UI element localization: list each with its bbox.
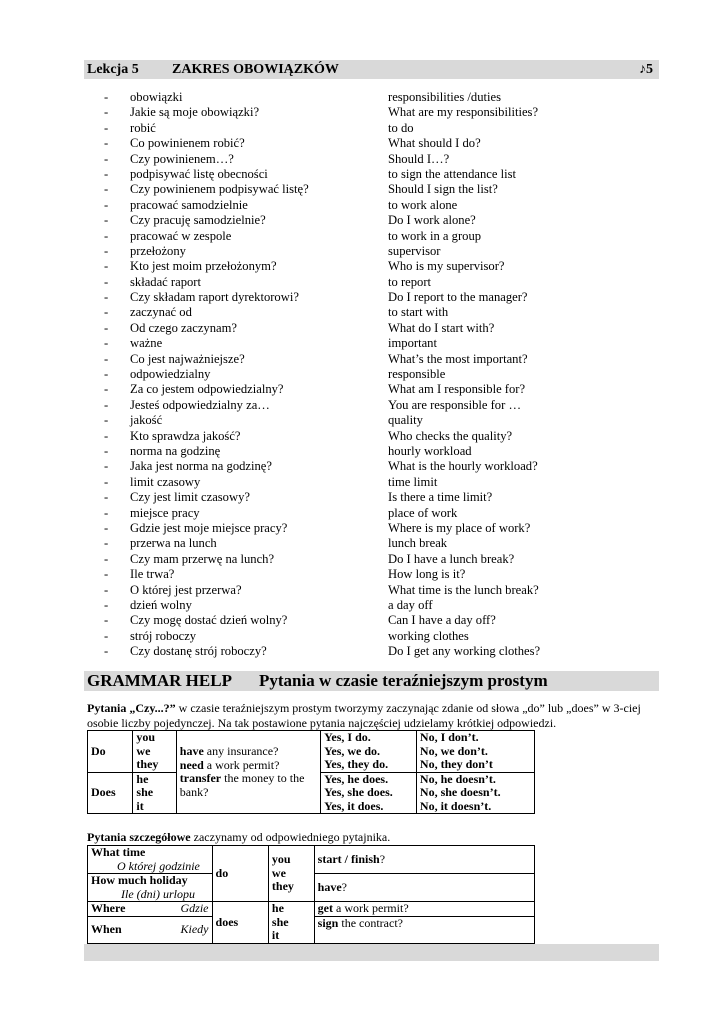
subjects-does <box>268 902 314 944</box>
english-term: Is there a time limit? <box>388 490 493 505</box>
grammar-label: GRAMMAR HELP <box>87 671 232 690</box>
answer: Yes, they do. <box>324 757 389 771</box>
bullet-dash: - <box>104 382 109 397</box>
answer: No, he doesn’t. <box>419 771 496 786</box>
bullet-dash: - <box>104 443 109 458</box>
vocab-row <box>104 259 664 274</box>
answer: No, it doesn’t. <box>419 798 492 813</box>
vocab-row <box>104 105 664 120</box>
bullet-dash: - <box>104 428 109 443</box>
vocab-row <box>104 152 664 167</box>
english-term: quality <box>388 413 423 428</box>
bullet-dash: - <box>104 243 109 258</box>
subject: you <box>136 730 156 744</box>
polish-term: strój roboczy <box>130 628 197 643</box>
bullet-dash: - <box>104 505 109 520</box>
bullet-dash: - <box>104 351 109 366</box>
verb-cell <box>314 902 534 917</box>
english-term: responsible <box>388 367 446 382</box>
vocab-row <box>104 290 664 305</box>
english-term: What should I do? <box>388 136 481 151</box>
subject: they <box>271 879 294 894</box>
footer-bar <box>84 944 659 961</box>
vocab-row <box>104 121 664 136</box>
answer: Yes, he does. <box>324 771 389 786</box>
verb: transfer <box>179 771 222 785</box>
polish-term: przełożony <box>130 243 186 258</box>
aux-do: do <box>212 846 268 902</box>
subject: you <box>271 852 291 867</box>
verb-rest: a work permit? <box>203 757 280 772</box>
lesson-title: ZAKRES OBOWIĄZKÓW <box>172 62 339 77</box>
question-word-cell <box>88 874 213 902</box>
aux-do: Do <box>88 731 133 773</box>
intro-text: w czasie teraźniejszym prostym tworzymy zaczynając zdanie od słowa „do” lub „does” w 3-ciej osobie liczby pojedynczej. Na tak postawione pytania najczęściej udzielamy krótkiej odpowiedzi. <box>87 701 641 730</box>
verb-rest: ? <box>341 879 347 894</box>
no-answers-does <box>416 772 534 814</box>
bullet-dash: - <box>104 166 109 181</box>
answer: No, they don’t <box>419 757 493 771</box>
bullet-dash: - <box>104 228 109 243</box>
polish-term: Czy powinienem…? <box>130 151 234 166</box>
english-term: What are my responsibilities? <box>388 105 539 120</box>
grammar-header <box>84 671 659 691</box>
english-term: Do I report to the manager? <box>388 290 528 305</box>
polish-term: przerwa na lunch <box>130 536 217 551</box>
verb-phrase <box>180 772 317 799</box>
english-term: You are responsible for … <box>388 397 522 412</box>
english-term: Where is my place of work? <box>388 520 531 535</box>
english-term: to report <box>388 274 432 289</box>
english-term: supervisor <box>388 243 441 258</box>
bullet-dash: - <box>104 305 109 320</box>
subjects-do <box>133 731 176 773</box>
english-term: What time is the lunch break? <box>388 582 539 597</box>
vocabulary-list <box>104 90 664 659</box>
vocab-row <box>104 552 664 567</box>
vocab-row <box>104 613 664 628</box>
question-word-translation: O której godzinie <box>117 858 200 873</box>
bullet-dash: - <box>104 151 109 166</box>
vocab-row <box>104 629 664 644</box>
subject: he <box>136 771 149 786</box>
verb-cell <box>314 874 534 902</box>
bullet-dash: - <box>104 597 109 612</box>
answer: Yes, we do. <box>324 743 381 758</box>
english-term: What am I responsible for? <box>388 382 526 397</box>
intro-bold: Pytania „Czy...?” <box>87 701 176 715</box>
verb: need <box>179 757 204 772</box>
question-word: What time <box>91 845 146 859</box>
verb-rest: the money to the bank? <box>179 771 305 799</box>
wh-intro-bold: Pytania szczegółowe <box>87 830 191 844</box>
answer: Yes, it does. <box>324 798 384 813</box>
vocab-row <box>104 336 664 351</box>
polish-term: jakość <box>130 413 163 428</box>
polish-term: Jesteś odpowiedzialny za… <box>130 397 270 412</box>
vocab-row <box>104 459 664 474</box>
vocab-row <box>104 213 664 228</box>
polish-term: limit czasowy <box>130 474 201 489</box>
question-word-translation: Ile (dni) urlopu <box>121 886 195 901</box>
vocab-row <box>104 490 664 505</box>
english-term: lunch break <box>388 536 448 551</box>
polish-term: Czy składam raport dyrektorowi? <box>130 290 299 305</box>
english-term: Who is my supervisor? <box>388 259 505 274</box>
subject: we <box>136 743 151 758</box>
bullet-dash: - <box>104 182 109 197</box>
polish-term: Czy jest limit czasowy? <box>130 490 250 505</box>
english-term: Do I get any working clothes? <box>388 644 541 659</box>
polish-term: robić <box>130 120 156 135</box>
polish-term: Czy mam przerwę na lunch? <box>130 551 275 566</box>
english-term: responsibilities /duties <box>388 90 501 104</box>
answer: No, we don’t. <box>419 743 488 758</box>
polish-term: Za co jestem odpowiedzialny? <box>130 382 284 397</box>
polish-term: O której jest przerwa? <box>130 582 242 597</box>
aux-does: does <box>212 902 268 944</box>
english-term: to sign the attendance list <box>388 166 517 181</box>
question-word: Where <box>91 901 126 915</box>
bullet-dash: - <box>104 490 109 505</box>
bullet-dash: - <box>104 290 109 305</box>
polish-term: Czy dostanę strój roboczy? <box>130 644 267 659</box>
bullet-dash: - <box>104 120 109 135</box>
english-term: What is the hourly workload? <box>388 459 538 474</box>
yes-answers-does <box>321 772 417 814</box>
english-term: What’s the most important? <box>388 351 528 366</box>
bullet-dash: - <box>104 474 109 489</box>
verb-rest: the contract? <box>338 915 403 930</box>
bullet-dash: - <box>104 397 109 412</box>
english-term: Can I have a day off? <box>388 613 496 628</box>
verb: have <box>179 744 204 758</box>
question-word: When <box>91 921 122 936</box>
bullet-dash: - <box>104 536 109 551</box>
polish-term: Kto jest moim przełożonym? <box>130 259 277 274</box>
subject: it <box>136 798 144 813</box>
vocab-row <box>104 413 664 428</box>
vocab-row <box>104 90 664 105</box>
subject: he <box>271 901 284 915</box>
audio-track-icon: ♪5 <box>639 62 653 77</box>
vocab-row <box>104 598 664 613</box>
verb: sign <box>317 915 339 930</box>
bullet-dash: - <box>104 320 109 335</box>
verb: start / finish <box>317 851 380 866</box>
bullet-dash: - <box>104 628 109 643</box>
bullet-dash: - <box>104 582 109 597</box>
verb-phrases <box>176 731 320 814</box>
polish-term: Kto sprawdza jakość? <box>130 428 241 443</box>
bullet-dash: - <box>104 567 109 582</box>
polish-term: Jaka jest norma na godzinę? <box>130 459 272 474</box>
answer: Yes, I do. <box>324 730 371 744</box>
subject: she <box>271 914 289 929</box>
english-term: Should I sign the list? <box>388 182 498 197</box>
english-term: Who checks the quality? <box>388 428 513 443</box>
vocab-row <box>104 136 664 151</box>
verb-cell <box>314 916 534 943</box>
english-term: Do I have a lunch break? <box>388 551 515 566</box>
yes-no-question-table <box>87 730 535 814</box>
english-term: time limit <box>388 474 438 489</box>
vocab-row <box>104 567 664 582</box>
polish-term: Jakie są moje obowiązki? <box>130 105 260 120</box>
polish-term: pracować samodzielnie <box>130 197 248 212</box>
vocab-row <box>104 444 664 459</box>
polish-term: podpisywać listę obecności <box>130 166 268 181</box>
bullet-dash: - <box>104 459 109 474</box>
subjects-does <box>133 772 176 814</box>
verb-phrase <box>180 759 317 773</box>
polish-term: składać raport <box>130 274 201 289</box>
english-term: to work in a group <box>388 228 482 243</box>
yes-answers-do <box>321 731 417 773</box>
vocab-row <box>104 244 664 259</box>
english-term: What do I start with? <box>388 320 495 335</box>
bullet-dash: - <box>104 136 109 151</box>
wh-question-table <box>87 845 535 944</box>
vocab-row <box>104 321 664 336</box>
question-word-cell <box>88 916 213 943</box>
subject: they <box>136 757 159 771</box>
vocab-row <box>104 182 664 197</box>
verb-cell <box>314 846 534 874</box>
english-term: Do I work alone? <box>388 213 476 228</box>
polish-term: ważne <box>130 336 163 351</box>
bullet-dash: - <box>104 551 109 566</box>
bullet-dash: - <box>104 213 109 228</box>
aux-does: Does <box>88 772 133 814</box>
verb-rest: ? <box>379 851 386 866</box>
question-word-translation: Kiedy <box>180 921 209 936</box>
bullet-dash: - <box>104 90 109 104</box>
bullet-dash: - <box>104 105 109 120</box>
english-term: working clothes <box>388 628 469 643</box>
vocab-row <box>104 352 664 367</box>
polish-term: Czy mogę dostać dzień wolny? <box>130 613 288 628</box>
english-term: hourly workload <box>388 443 472 458</box>
vocab-row <box>104 229 664 244</box>
bullet-dash: - <box>104 259 109 274</box>
polish-term: Czy pracuję samodzielnie? <box>130 213 266 228</box>
lesson-header <box>84 60 659 79</box>
english-term: important <box>388 336 437 351</box>
no-answers-do <box>416 731 534 773</box>
grammar-intro <box>87 701 659 730</box>
wh-intro-text: zaczynamy od odpowiedniego pytajnika. <box>190 830 391 844</box>
vocab-row <box>104 536 664 551</box>
vocab-row <box>104 382 664 397</box>
answer: No, she doesn’t. <box>419 785 501 799</box>
bullet-dash: - <box>104 274 109 289</box>
subject: it <box>271 928 280 942</box>
question-word-translation: Gdzie <box>180 901 209 915</box>
english-term: to work alone <box>388 197 458 212</box>
bullet-dash: - <box>104 197 109 212</box>
polish-term: zaczynać od <box>130 305 192 320</box>
wh-question-intro <box>87 830 390 845</box>
polish-term: Co powinienem robić? <box>130 136 245 151</box>
english-term: place of work <box>388 505 458 520</box>
vocab-row <box>104 305 664 320</box>
polish-term: obowiązki <box>130 90 183 104</box>
vocab-row <box>104 506 664 521</box>
vocab-row <box>104 275 664 290</box>
polish-term: pracować w zespole <box>130 228 232 243</box>
polish-term: norma na godzinę <box>130 443 221 458</box>
polish-term: Od czego zaczynam? <box>130 320 237 335</box>
question-word-cell <box>88 902 213 917</box>
polish-term: Co jest najważniejsze? <box>130 351 245 366</box>
vocab-row <box>104 521 664 536</box>
bullet-dash: - <box>104 413 109 428</box>
verb-phrase <box>180 745 317 759</box>
answer: No, I don’t. <box>419 730 479 744</box>
subject: she <box>136 785 154 799</box>
polish-term: dzień wolny <box>130 597 192 612</box>
lesson-number: Lekcja 5 <box>87 62 139 77</box>
subjects-do <box>268 846 314 902</box>
english-term: to do <box>388 120 414 135</box>
bullet-dash: - <box>104 336 109 351</box>
polish-term: miejsce pracy <box>130 505 200 520</box>
vocab-row <box>104 398 664 413</box>
vocab-row <box>104 429 664 444</box>
question-word-cell <box>88 846 213 874</box>
vocab-row <box>104 167 664 182</box>
english-term: How long is it? <box>388 567 466 582</box>
vocab-row <box>104 475 664 490</box>
bullet-dash: - <box>104 367 109 382</box>
verb: get <box>317 901 333 915</box>
bullet-dash: - <box>104 520 109 535</box>
vocab-row <box>104 198 664 213</box>
question-word: How much holiday <box>91 873 188 887</box>
polish-term: Gdzie jest moje miejsce pracy? <box>130 520 288 535</box>
answer: Yes, she does. <box>324 785 393 799</box>
english-term: to start with <box>388 305 449 320</box>
vocab-row <box>104 583 664 598</box>
polish-term: odpowiedzialny <box>130 367 211 382</box>
english-term: Should I…? <box>388 151 450 166</box>
subject: we <box>271 865 286 880</box>
vocab-row <box>104 367 664 382</box>
grammar-subtitle: Pytania w czasie teraźniejszym prostym <box>259 671 548 690</box>
polish-term: Ile trwa? <box>130 567 175 582</box>
bullet-dash: - <box>104 613 109 628</box>
verb: have <box>317 879 342 894</box>
english-term: a day off <box>388 597 433 612</box>
vocab-row <box>104 644 664 659</box>
bullet-dash: - <box>104 644 109 659</box>
verb-rest: any insurance? <box>203 744 279 758</box>
polish-term: Czy powinienem podpisywać listę? <box>130 182 309 197</box>
verb-rest: a work permit? <box>333 901 409 915</box>
